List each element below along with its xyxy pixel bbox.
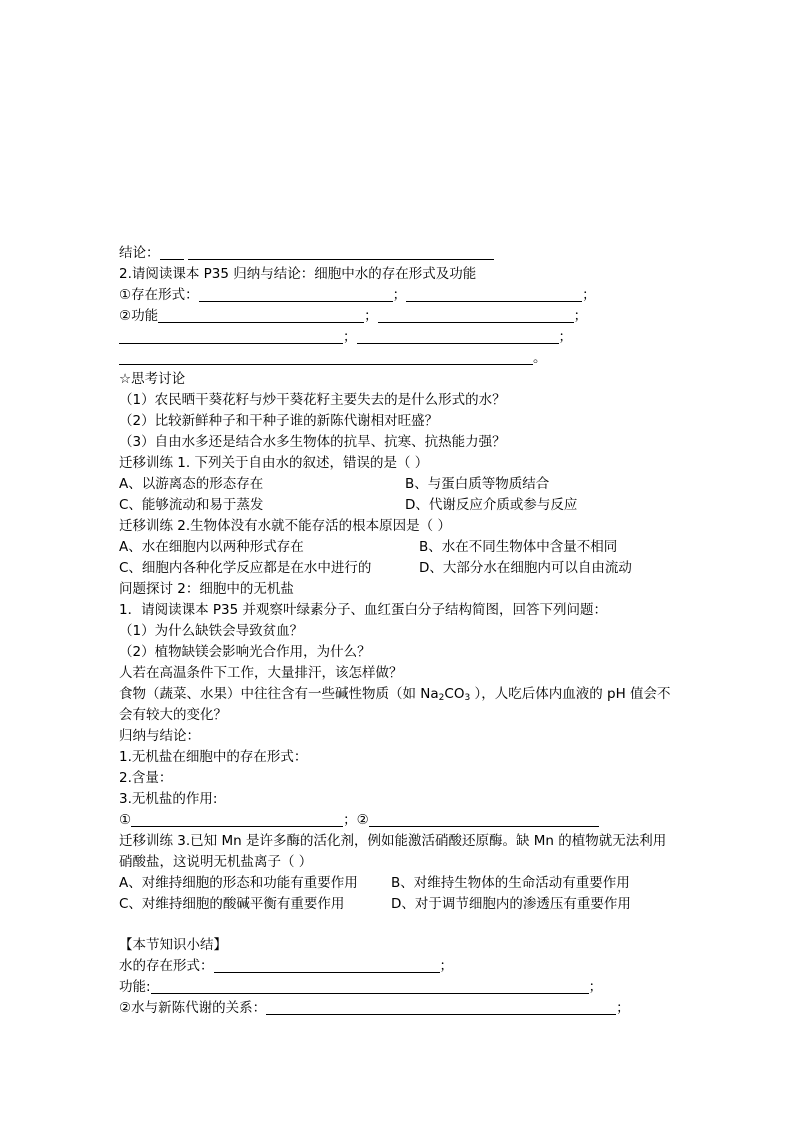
semicolon: ； xyxy=(558,329,572,345)
water-func-blank-2[interactable] xyxy=(378,308,574,323)
salt-function-blank-2[interactable] xyxy=(369,812,599,827)
knowledge-label-1: 水的存在形式： xyxy=(119,958,214,974)
summary-line-1: 1.无机盐在细胞中的存在形式： xyxy=(119,749,308,765)
water-func-line-2 xyxy=(119,327,679,348)
inquiry-2-q4-cont: 会有较大的变化？ xyxy=(119,707,227,723)
inquiry-2-q4-text-2: ），人吃后体内血液的 pH 值会不 xyxy=(470,686,671,702)
knowledge-label-3: ②水与新陈代谢的关系： xyxy=(119,1000,267,1016)
knowledge-title: 【本节知识小结】 xyxy=(119,937,227,953)
water-form-blank-1[interactable] xyxy=(199,287,393,302)
knowledge-blank-2[interactable] xyxy=(151,979,589,994)
knowledge-blank-1[interactable] xyxy=(214,958,440,973)
discussion-q1: （1）农民晒干葵花籽与炒干葵花籽主要失去的是什么形式的水？ xyxy=(119,392,506,408)
semicolon: ； xyxy=(439,958,453,974)
exercise-2-options-ab xyxy=(119,537,679,558)
section2-title: 2.请阅读课本 P35 归纳与结论：细胞中水的存在形式及功能 xyxy=(119,266,477,282)
conclusion-blank-short[interactable] xyxy=(160,245,184,260)
exercise-1-options-cd xyxy=(119,495,679,516)
exercise-3-options-ab xyxy=(119,873,679,894)
water-func-blank-5[interactable] xyxy=(469,329,559,344)
semicolon: ； xyxy=(588,979,603,995)
exercise-1-option-d[interactable]: D、代谢反应介质或参与反应 xyxy=(405,497,578,513)
semicolon: ； xyxy=(392,287,407,303)
water-form-line xyxy=(119,285,679,306)
inquiry-2-instruction: 1．请阅读课本 P35 并观察叶绿素分子、血红蛋白分子结构简图，回答下列问题： xyxy=(119,602,607,618)
inquiry-2-q4 xyxy=(119,684,679,705)
water-form-blank-2[interactable] xyxy=(406,287,582,302)
conclusion-label: 结论： xyxy=(119,245,160,261)
period: 。 xyxy=(533,350,547,366)
inquiry-2-title: 问题探讨 2：细胞中的无机盐 xyxy=(119,581,294,597)
knowledge-line-1 xyxy=(119,956,679,977)
conclusion-blank[interactable] xyxy=(188,245,494,260)
exercise-3-option-b[interactable]: B、对维持生物体的生命活动有重要作用 xyxy=(391,875,630,891)
semicolon: ； xyxy=(616,1000,630,1016)
knowledge-line-3 xyxy=(119,998,679,1019)
exercise-2-options-cd xyxy=(119,558,679,579)
exercise-3-stem-1: 迁移训练 3.已知 Mn 是许多酶的活化剂，例如能激活硝酸还原酶。缺 Mn 的植物就无法利用 xyxy=(119,833,667,849)
knowledge-blank-3[interactable] xyxy=(266,1000,616,1015)
water-func-blank-3[interactable] xyxy=(119,329,343,344)
water-form-label: ①存在形式： xyxy=(119,287,199,303)
circled-2: ；② xyxy=(343,812,369,828)
knowledge-label-2: 功能: xyxy=(119,979,151,995)
exercise-1-stem: 迁移训练 1. 下列关于自由水的叙述，错误的是（ ） xyxy=(119,455,429,471)
knowledge-line-2 xyxy=(119,977,679,998)
semicolon: ； xyxy=(582,287,596,303)
exercise-3-options-cd xyxy=(119,894,679,915)
exercise-2-option-d[interactable]: D、大部分水在细胞内可以自由流动 xyxy=(419,560,632,576)
summary-title: 归纳与结论： xyxy=(119,728,200,744)
exercise-3-option-d[interactable]: D、对于调节细胞内的渗透压有重要作用 xyxy=(391,896,631,912)
inquiry-2-q1: （1）为什么缺铁会导致贫血？ xyxy=(119,623,304,639)
inquiry-2-q2: （2）植物缺镁会影响光合作用，为什么？ xyxy=(119,644,371,660)
inquiry-2-q3: 人若在高温条件下工作，大量排汗，该怎样做？ xyxy=(119,665,403,681)
semicolon: ； xyxy=(364,308,378,324)
subscript: 2 xyxy=(438,693,445,703)
water-func-blank-4[interactable] xyxy=(357,329,469,344)
exercise-2-option-a[interactable]: A、水在细胞内以两种形式存在 xyxy=(119,539,304,555)
summary-line-3: 3.无机盐的作用: xyxy=(119,791,218,807)
worksheet xyxy=(119,243,679,1019)
circled-1: ① xyxy=(119,812,132,828)
water-func-line xyxy=(119,306,679,327)
summary-line-2: 2.含量： xyxy=(119,770,173,786)
discussion-title: ☆思考讨论 xyxy=(119,371,186,387)
inquiry-2-q4-formula: CO xyxy=(444,686,465,702)
semicolon: ； xyxy=(573,308,588,324)
semicolon: ； xyxy=(343,329,357,345)
salt-function-line xyxy=(119,810,679,831)
water-func-label: ②功能 xyxy=(119,308,159,324)
exercise-3-option-a[interactable]: A、对维持细胞的形态和功能有重要作用 xyxy=(119,875,358,891)
exercise-2-option-c[interactable]: C、细胞内各种化学反应都是在水中进行的 xyxy=(119,560,372,576)
exercise-2-option-b[interactable]: B、水在不同生物体中含量不相同 xyxy=(419,539,618,555)
exercise-1-option-a[interactable]: A、以游离态的形态存在 xyxy=(119,476,264,492)
exercise-1-option-b[interactable]: B、与蛋白质等物质结合 xyxy=(405,476,550,492)
water-func-blank-6[interactable] xyxy=(119,350,533,365)
exercise-1-options-ab xyxy=(119,474,679,495)
water-func-line-3 xyxy=(119,348,679,369)
water-func-blank-1[interactable] xyxy=(158,308,364,323)
discussion-q3: （3）自由水多还是结合水多生物体的抗旱、抗寒、抗热能力强？ xyxy=(119,434,506,450)
subscript: 3 xyxy=(464,693,471,703)
discussion-q2: （2）比较新鲜种子和干种子谁的新陈代谢相对旺盛？ xyxy=(119,413,439,429)
exercise-1-option-c[interactable]: C、能够流动和易于蒸发 xyxy=(119,497,264,513)
conclusion-line xyxy=(119,243,679,264)
exercise-3-stem-2: 硝酸盐，这说明无机盐离子（ ） xyxy=(119,854,313,870)
inquiry-2-q4-text: 食物（蔬菜、水果）中往往含有一些碱性物质（如 Na xyxy=(119,686,439,702)
salt-function-blank-1[interactable] xyxy=(131,812,343,827)
exercise-2-stem: 迁移训练 2.生物体没有水就不能存活的根本原因是（ ） xyxy=(119,518,451,534)
exercise-3-option-c[interactable]: C、对维持细胞的酸碱平衡有重要作用 xyxy=(119,896,345,912)
